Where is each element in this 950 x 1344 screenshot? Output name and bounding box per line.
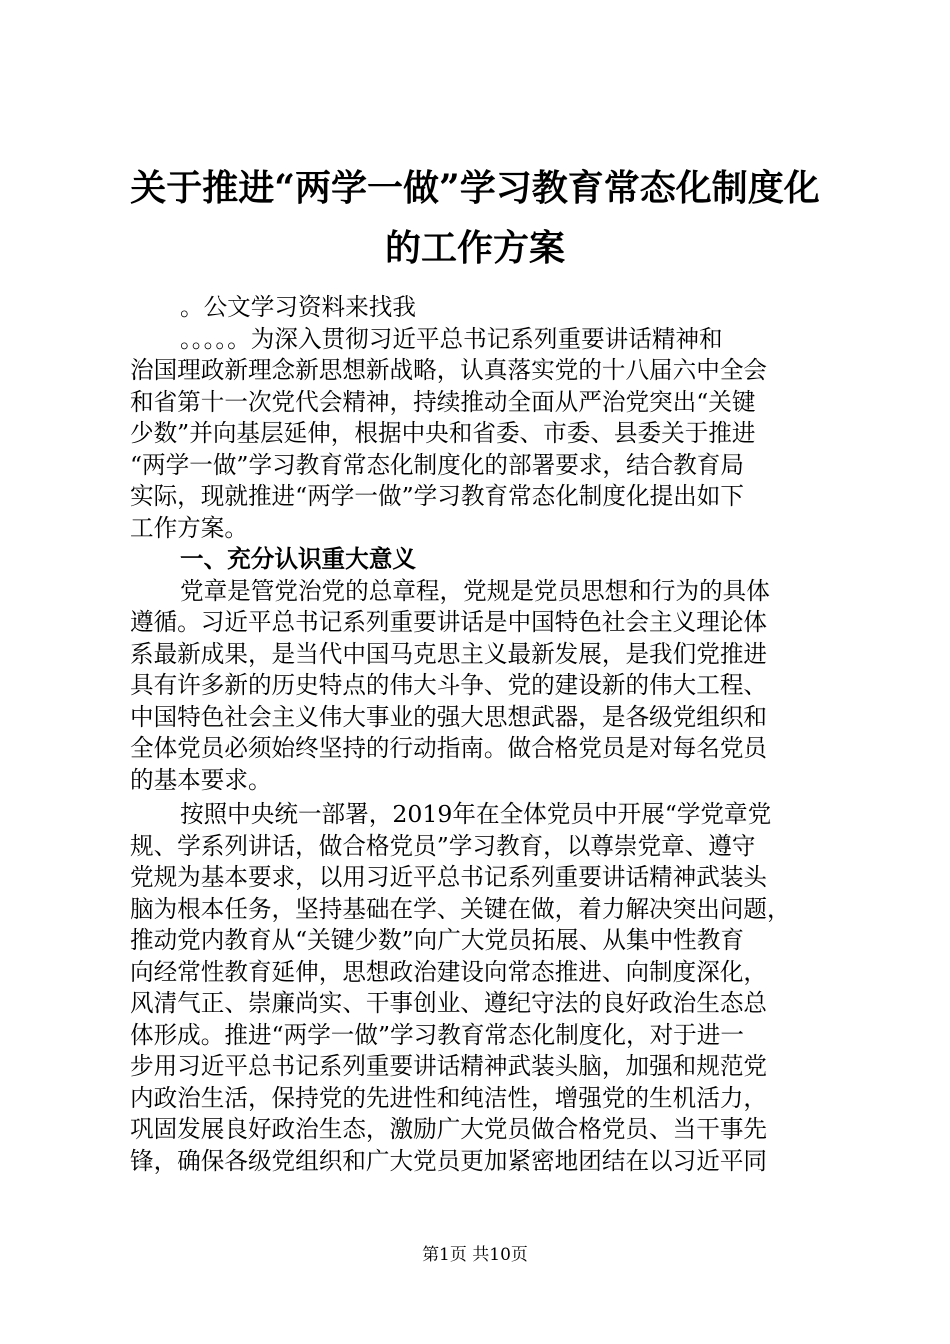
paragraph-1-line: 。。。。。为深入贯彻习近平总书记系列重要讲话精神和 [180,324,723,353]
paragraph-3-line: 规、学系列讲话，做合格党员”学习教育，以尊崇党章、遵守 [130,831,756,860]
paragraph-3-line: 锋，确保各级党组织和广大党员更加紧密地团结在以习近平同 [130,1146,768,1175]
paragraph-2-line: 党章是管党治党的总章程，党规是党员思想和行为的具体 [180,576,770,605]
paragraph-3-line: 内政治生活，保持党的先进性和纯洁性，增强党的生机活力， [130,1083,768,1112]
paragraph-2-line: 系最新成果，是当代中国马克思主义最新发展，是我们党推进 [130,639,768,668]
section-heading-1: 一、充分认识重大意义 [180,545,416,573]
paragraph-1-line: 实际，现就推进“两学一做”学习教育常态化制度化提出如下 [130,482,744,510]
paragraph-1-line: 工作方案。 [130,513,248,542]
document-body [130,292,830,1177]
page-number-footer: 第1页 共10页 [422,1245,528,1265]
paragraph-2-line: 中国特色社会主义伟大事业的强大思想武器，是各级党组织和 [130,702,768,731]
paragraph-3-line: 推动党内教育从“关键少数”向广大党员拓展、从集中性教育 [130,926,744,954]
paragraph-3-line: 按照中央统一部署，2019年在全体党员中开展“学党章党 [180,800,772,828]
paragraph-3-line: 脑为根本任务，坚持基础在学、关键在做，着力解决突出问题， [130,894,791,923]
paragraph-1-line: 治国理政新理念新思想新战略，认真落实党的十八届六中全会 [130,356,768,384]
paragraph-2-line: 全体党员必须始终坚持的行动指南。做合格党员是对每名党员 [130,734,768,762]
paragraph-2-line: 遵循。习近平总书记系列重要讲话是中国特色社会主义理论体 [130,608,768,636]
paragraph-3-line: 巩固发展良好政治生态，激励广大党员做合格党员、当干事先 [130,1115,768,1143]
paragraph-2-line: 具有许多新的历史特点的伟大斗争、党的建设新的伟大工程、 [130,671,768,699]
paragraph-1-line: 和省第十一次党代会精神，持续推动全面从严治党突出“关键 [130,387,756,416]
paragraph-3-line: 体形成。推进“两学一做”学习教育常态化制度化，对于进一 [130,1020,744,1049]
intro-line: 。公文学习资料来找我 [180,293,416,321]
paragraph-2-line: 的基本要求。 [130,765,272,794]
paragraph-1-line: 少数”并向基层延伸，根据中央和省委、市委、县委关于推进 [130,419,756,447]
paragraph-3-line: 风清气正、崇廉尚实、干事创业、遵纪守法的良好政治生态总 [130,989,768,1017]
paragraph-3-line: 向经常性教育延伸，思想政治建设向常态推进、向制度深化， [130,957,768,986]
document-title-line-1: 关于推进“两学一做”学习教育常态化制度化 [130,167,820,209]
paragraph-3-line: 步用习近平总书记系列重要讲话精神武装头脑，加强和规范党 [130,1052,768,1080]
paragraph-1-line: “两学一做”学习教育常态化制度化的部署要求，结合教育局 [130,450,744,479]
document-title-line-2: 的工作方案 [384,227,565,269]
paragraph-3-line: 党规为基本要求，以用习近平总书记系列重要讲话精神武装头 [130,863,768,891]
